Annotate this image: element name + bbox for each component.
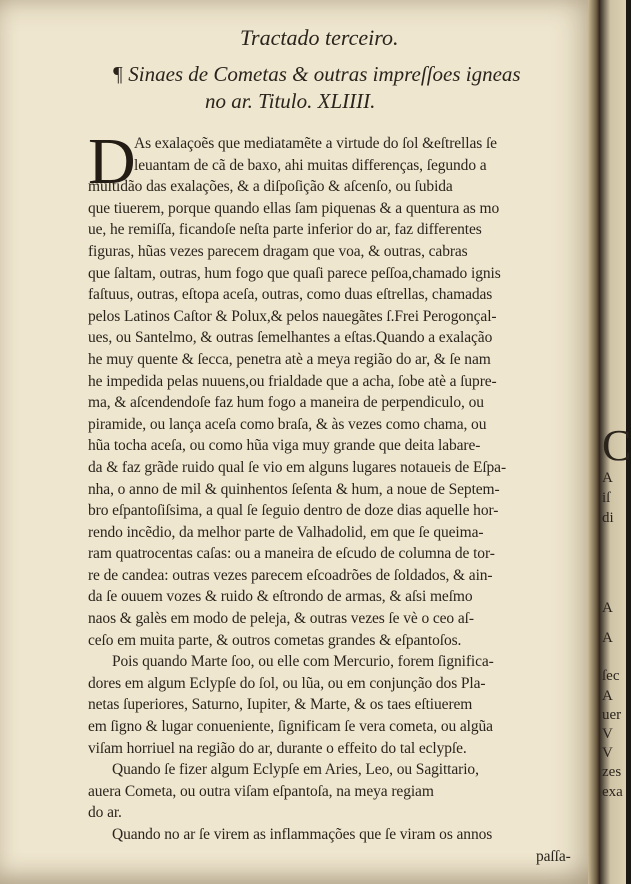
adjacent-page-fragment: A [602, 688, 613, 704]
text-line: faſtuus, outras, eſtopa aceſa, outras, como duas eſtrellas, chamadas [88, 286, 493, 304]
adjacent-page-fragment: A [602, 630, 613, 646]
text-line: Quando no ar ſe virem as inflammações que ſe viram os annos [112, 826, 493, 843]
text-line: auera Cometa, ou outra viſam eſpantoſa, na meya regiam [88, 782, 434, 800]
adjacent-page-fragment: V [602, 745, 613, 761]
text-line: Quando ſe fizer algum Eclypſe em Aries, Leo, ou Sagittario, [112, 761, 479, 779]
text-line: hũa tocha aceſa, ou como hũa viga muy grande que deita labare- [88, 437, 481, 455]
adjacent-page-fragment: zes [602, 764, 622, 780]
text-line: ue, he remiſſa, ficandoſe neſta parte inferior do ar, faz differentes [88, 221, 482, 239]
text-line: rendo incẽdio, da melhor parte de Valhadolid, em que ſe queima- [88, 523, 484, 541]
text-line: As exalaçoẽs que mediatamẽte a virtude do ſol &eſtrellas ſe [134, 135, 497, 152]
adjacent-page-edge [600, 0, 631, 884]
text-line: ues, ou Santelmo, & outras ſemelhantes a eſtas.Quando a exalação [88, 329, 493, 347]
text-line: bro eſpantoſiſsima, a qual ſe ſeguio dentro de doze dias aquelle hor- [88, 502, 499, 520]
text-line: da ſe ouuem vozes & ruido & eſtrondo de armas, & aſsi meſmo [88, 588, 473, 606]
text-line: re de candea: outras vezes parecem eſcoadrões de ſoldados, & ain- [88, 566, 493, 584]
adjacent-page-fragment: di [602, 510, 614, 526]
text-line: figuras, hũas vezes parecem dragam que voa, & outras, cabras [88, 242, 468, 260]
catchword: paſſa- [536, 847, 571, 865]
text-line: dores em algum Eclypſe do ſol, ou lũa, ou em conjunção dos Pla- [88, 674, 486, 692]
text-line: naos & galès em modo de peleja, & outras vezes ſe vè o ceo aſ- [88, 610, 474, 628]
adjacent-page-fragment: A [602, 470, 613, 486]
text-line: he impedida pelas nuuens,ou frialdade que a acha, ſobe atè a ſupre- [88, 372, 497, 390]
drop-cap: D [88, 125, 136, 198]
text-line: do ar. [88, 804, 122, 822]
text-line: pelos Latinos Caſtor & Polux,& pelos nauegãtes ſ.Frei Perogonçal- [88, 307, 497, 325]
page-gutter [588, 0, 600, 884]
text-line: nha, o anno de mil & quinhentos ſeſenta & hum, a noue de Septem- [88, 480, 500, 498]
adjacent-page-fragment: uer [602, 707, 622, 723]
adjacent-page-fragment: exa [602, 784, 623, 800]
text-line: viſam horriuel na região do ar, durante o effeito do tal eclypſe. [88, 739, 467, 757]
text-line: em ſigno & lugar conueniente, ſignificam ſe vera cometa, ou algũa [88, 718, 493, 736]
chapter-title-line-2: no ar. Titulo. XLIIII. [205, 89, 376, 113]
text-line: Pois quando Marte ſoo, ou elle com Mercurio, forem ſignifica- [112, 653, 494, 671]
text-line: he muy quente & ſecca, penetra atè a meya região do ar, & ſe nam [88, 350, 491, 368]
text-line: ma, & aſcendendoſe faz hum fogo a maneira de perpendiculo, ou [88, 394, 484, 412]
text-line: netas ſuperiores, Saturno, Iupiter, & Marte, & os taes eſtiuerem [88, 696, 473, 714]
text-line: leuantam de cã de baxo, ahi muitas differenças, ſegundo a [134, 156, 487, 174]
running-header: Tractado terceiro. [240, 25, 399, 50]
adjacent-page-fragment: V [602, 726, 613, 742]
body-text [88, 133, 578, 867]
text-line: da & faz grãde ruido qual ſe vio em alguns lugares notaueis de Eſpa- [88, 458, 507, 476]
text-line: que ſaltam, outras, hum fogo que quaſi parece peſſoa,chamado ignis [88, 264, 501, 282]
text-line: ceſo em muita parte, & outros cometas grandes & eſpantoſos. [88, 631, 462, 649]
adjacent-page-fragment: iſ [602, 490, 611, 506]
text-line: ram quatrocentas caſas: ou a maneira de eſcudo de columna de tor- [88, 545, 495, 563]
chapter-title-line-1: ¶ Sinaes de Cometas & outras impreſſoes igneas [112, 62, 521, 86]
text-line: multidão das exalações, & a diſpoſição & aſcenſo, ou ſubida [88, 178, 453, 196]
text-line: que tiuerem, porque quando ellas ſam piquenas & a quentura as mo [88, 199, 500, 217]
adjacent-page-fragment: A [602, 600, 613, 616]
adjacent-page-fragment: C [602, 421, 631, 470]
adjacent-page-fragment: ſec [602, 668, 620, 684]
text-line: piramide, ou lança aceſa como braſa, & às vezes como chama, ou [88, 415, 487, 433]
